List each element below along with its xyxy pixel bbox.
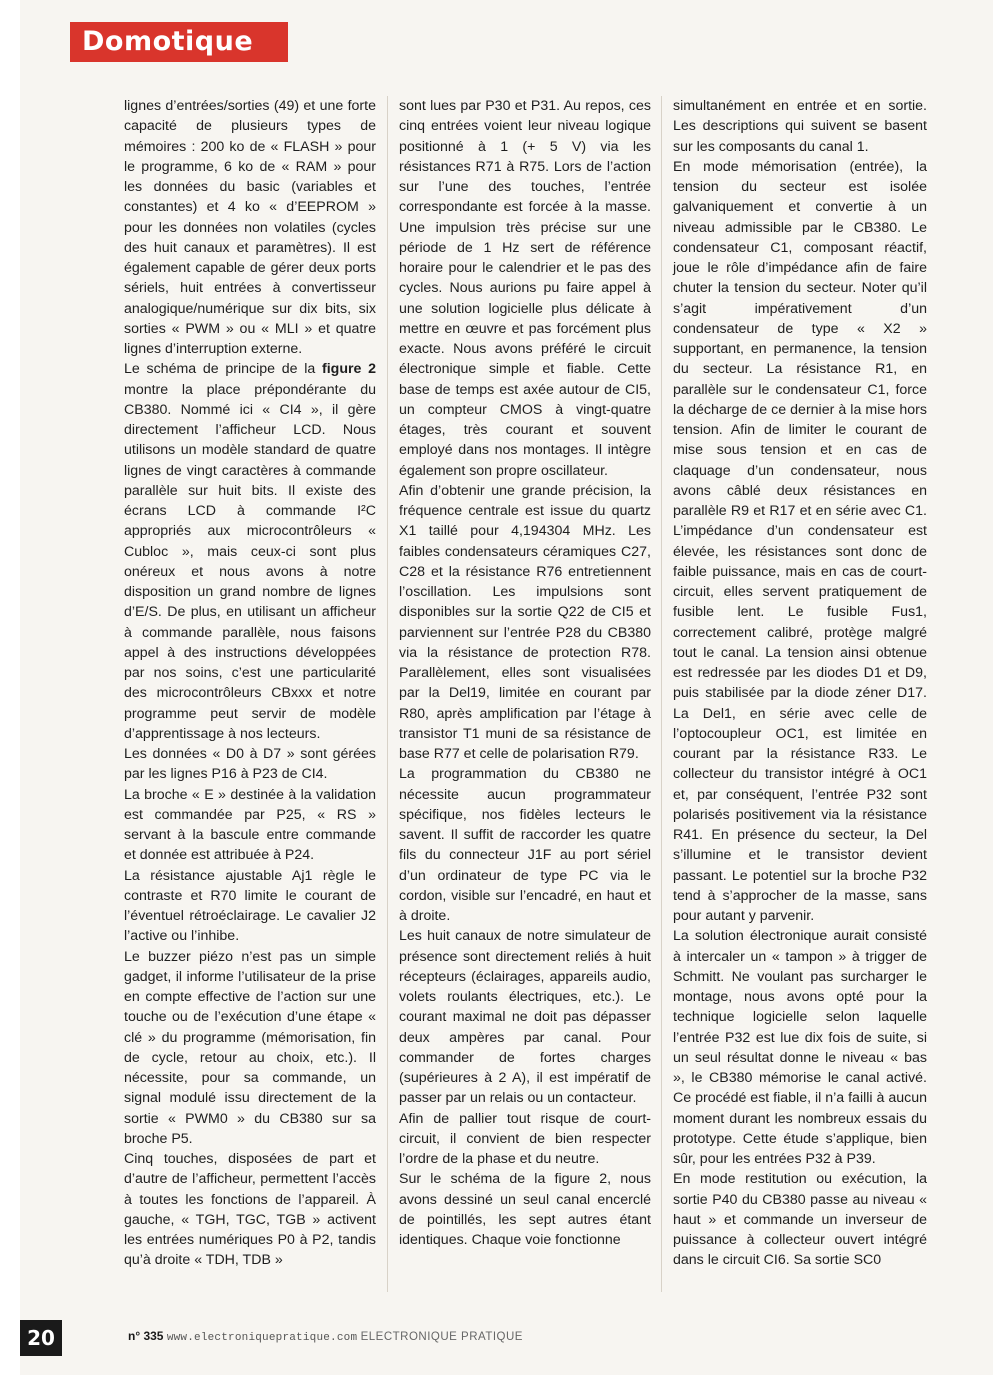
paragraph: En mode mémorisation (entrée), la tension du secteur est isolée galvaniquement et convertie à un niveau admissible par le CB380. Le condensateur C1, composant réactif, joue le rôle d’impédance afin de faire chuter la tension du secteur. Noter qu’il s’agit impérativement d’un condensateur de type « X2 » supportant, en permanence, la tension du secteur. La résistance R1, en parallèle sur le condensateur C1, force la décharge de ce dernier à la mise hors tension. Afin de limiter le courant de mise sous tension et en cas de claquage d’un condensateur, nous avons câblé deux résistances en parallèle R9 et R17 et en série avec C1. L’impédance d’un condensateur est élevée, les résistances sont donc de faible puissance, mais en cas de court-circuit, elles servent pratiquement de fusible lent. Le fusible Fus1, correctement calibré, protège malgré tout le canal. La tension ainsi obtenue est redressée par les diodes D1 et D9, puis stabilisée par la diode zéner D17. La Del1, en série avec celle de l’optocoupleur OC1, est limitée en courant par la résistance R33. Le collecteur du transistor intégré à OC1 et, par conséquent, l’entrée P32 sont polarisés positivement via la résistance R41. En présence du secteur, la Del s’illumine et le transistor devient passant. Le potentiel sur la broche P32 tend à s’approcher de la masse, sans pour autant y parvenir.	[673, 158, 927, 924]
paragraph: La broche « E » destinée à la validation est commandée par P25, « RS » servant à la bascule entre commande et donnée est attribuée à P24.	[124, 786, 376, 864]
paragraph: La résistance ajustable Aj1 règle le contraste et R70 limite le courant de l’éventuel rétroéclairage. Le cavalier J2 l’active ou l’inhibe.	[124, 867, 376, 945]
page-margin-band	[0, 0, 20, 1375]
section-title: Domotique	[82, 26, 254, 57]
website-link[interactable]: www.electroniquepratique.com	[166, 1332, 358, 1344]
paragraph: La solution électronique aurait consisté à intercaler un « tampon » à trigger de Schmitt. Ne voulant pas surcharger le montage, nous avons opté pour la technique logicielle selon laquelle l’entrée P32 est lue dix fois de suite, si un seul résultat donne le niveau « bas », le CB380 mémorise le canal activé. Ce procédé est fiable, il n’a failli à aucun moment durant les nombreux essais du prototype. Cette étude s’applique, bien sûr, pour les entrées P32 à P39.	[673, 928, 927, 1167]
column-divider	[387, 96, 388, 1292]
paragraph: Sur le schéma de la figure 2, nous avons dessiné un seul canal encerclé de pointillés, les sept autres étant identiques. Chaque voie fonctionne	[399, 1171, 651, 1248]
issue-number: n° 335	[128, 1329, 164, 1343]
paragraph: Les données « D0 à D7 » sont gérées par les lignes P16 à P23 de CI4.	[124, 746, 376, 783]
page-number: 20	[27, 1326, 55, 1350]
paragraph: Afin d’obtenir une grande précision, la fréquence centrale est issue du quartz X1 taillé pour 4,194304 MHz. Les faibles condensateurs céramiques C27, C28 et la résistance R76 entretiennent l’oscillation. Les impulsions sont disponibles sur la sortie Q22 de CI5 et parviennent sur l’entrée P28 du CB380 via la résistance de protection R78. Parallèlement, elles sont visualisées par la Del19, limitée en courant par R80, après amplification par l’étage à transistor T1 muni de sa résistance de base R77 et celle de polarisation R79.	[399, 482, 651, 762]
text-span: Le schéma de principe de la	[124, 361, 322, 378]
text-column-3	[673, 96, 927, 1292]
paragraph	[124, 359, 376, 744]
figure-reference: figure 2	[321, 361, 376, 378]
paragraph: La programmation du CB380 ne nécessite aucun programmateur spécifique, nos fidèles lecteurs le savent. Il suffit de raccorder les quatre fils du connecteur J1F au port sériel d’un ordinateur de type PC via le cordon, visible sur l’encadré, en haut et à droite.	[399, 766, 651, 924]
text-column-2	[399, 96, 651, 1292]
paragraph: lignes d’entrées/sorties (49) et une forte capacité de plusieurs types de mémoires : 200 ko de « FLASH » pour le programme, 6 ko de « RAM » pour les données du basic (variables et constantes) et 4 ko « d’EEPROM » pour les données non volatiles (cycles des huit canaux et paramètres). Il est également capable de gérer deux ports sériels, huit entrées à convertisseur analogique/numérique sur dix bits, six sorties « PWM » ou « MLI » et quatre lignes d’interruption externe.	[124, 98, 376, 357]
paragraph: Cinq touches, disposées de part et d’autre de l’afficheur, permettent l’accès à toutes les fonctions de l’appareil. À gauche, « TGH, TGC, TGB » activent les entrées numériques P0 à P2, tandis qu’à droite « TDH, TDB »	[124, 1151, 376, 1269]
text-span: montre la place prépondérante du CB380. Nommé ici « CI4 », il gère directement l’afficheur LCD. Nous utilisons un modèle standard de quatre lignes de vingt caractères à commande parallèle sur huit bits. Il existe des écrans LCD à commande I²C appropriés aux microcontrôleurs « Cubloc », mais ceux-ci sont plus onéreux et nous avons à notre disposition un grand nombre de lignes d’E/S. De plus, en utilisant un afficheur à commande parallèle, nous faisons appel à des instructions développées par nos soins, c’est une particularité des microcontrôleurs CBxxx et notre programme peut servir de modèle d’apprentissage à nos lecteurs.	[124, 381, 376, 742]
magazine-name: ELECTRONIQUE PRATIQUE	[360, 1331, 523, 1343]
paragraph: simultanément en entrée et en sortie. Les descriptions qui suivent se basent sur les composants du canal 1.	[673, 98, 927, 155]
paragraph: sont lues par P30 et P31. Au repos, ces cinq entrées voient leur niveau logique positionné à 1 (+ 5 V) via les résistances R71 à R75. Lors de l’action sur l’une des touches, l’entrée correspondante est forcée à la masse. Une impulsion très précise sur une période de 1 Hz sert de référence horaire pour le calendrier et le pas des cycles. Nous aurions pu faire appel à une solution logicielle plus délicate à mettre en œuvre et pas forcément plus exacte. Nous avons préféré le circuit électronique simple et fiable. Cette base de temps est axée autour de CI5, un compteur CMOS à vingt-quatre étages, très courant et souvent employé dans nos montages. Il intègre également son propre oscillateur.	[399, 98, 651, 479]
paragraph: En mode restitution ou exécution, la sortie P40 du CB380 passe au niveau « haut » et commande un inverseur de puissance à collecteur ouvert intégré dans le circuit CI6. Sa sortie SC0	[673, 1171, 927, 1269]
paragraph: Afin de pallier tout risque de court-circuit, il convient de bien respecter l’ordre de la phase et du neutre.	[399, 1110, 651, 1167]
text-column-1	[124, 96, 376, 1292]
paragraph: Le buzzer piézo n’est pas un simple gadget, il informe l’utilisateur de la prise en compte effective de l’action sur une touche ou de l’exécution d’une étape « clé » du programme (mémorisation, fin de cycle, retour au choix, etc.). Il nécessite, pour sa commande, un signal modulé issu directement de la sortie « PWM0 » du CB380 sur sa broche P5.	[124, 948, 376, 1147]
paragraph: Les huit canaux de notre simulateur de présence sont directement reliés à huit récepteurs (éclairages, appareils audio, volets roulants électriques, etc.). Le courant maximal ne doit pas dépasser deux ampères par canal. Pour commander de fortes charges (supérieures à 2 A), il est impératif de passer par un relais ou un contacteur.	[399, 928, 651, 1107]
footer	[128, 1326, 523, 1346]
column-divider	[661, 96, 662, 1292]
